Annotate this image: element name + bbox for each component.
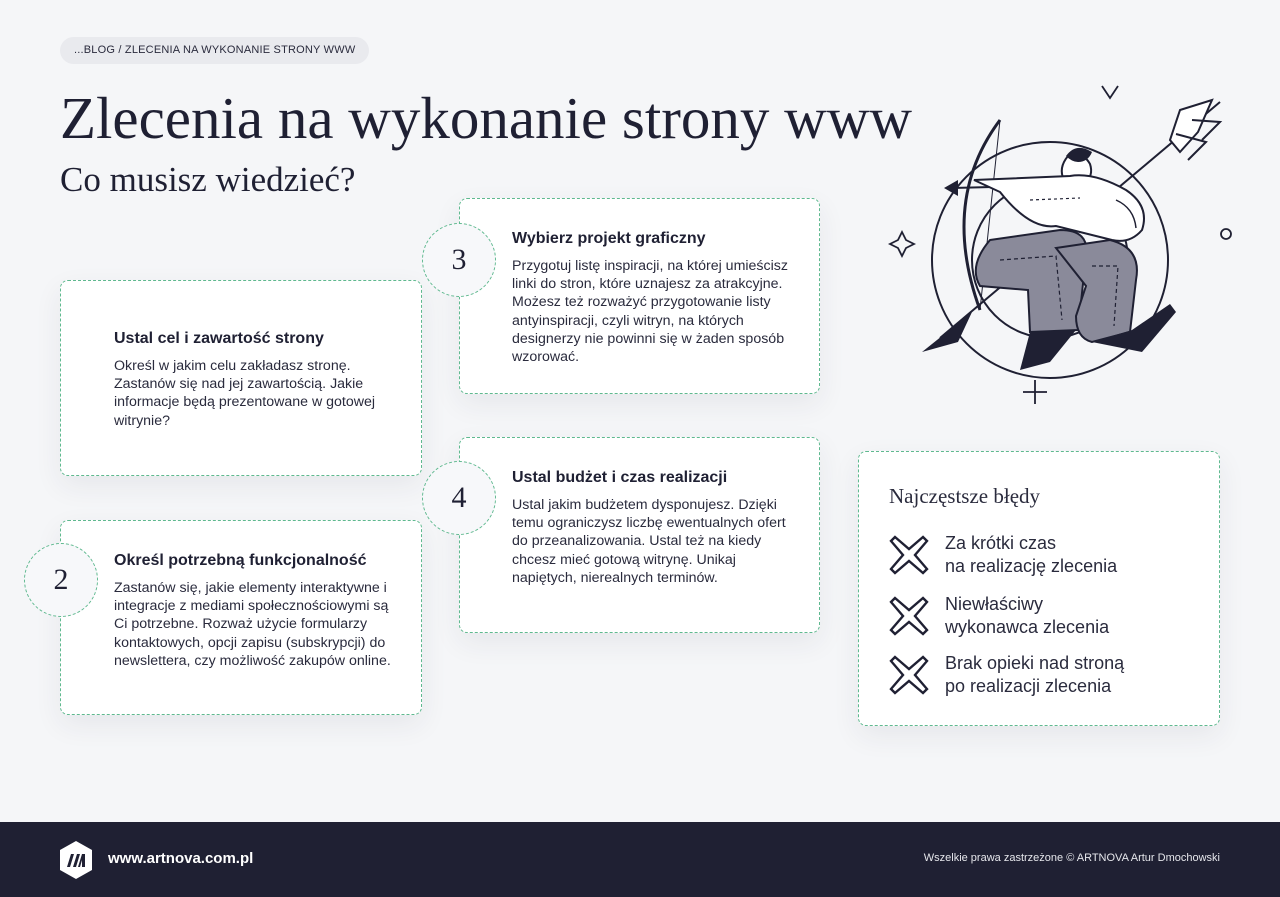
step-card-2 (60, 520, 422, 715)
mistake-text: Brak opieki nad stroną po realizacji zlecenia (945, 653, 1125, 696)
mistake-item (889, 532, 1117, 578)
footer-copyright: Wszelkie prawa zastrzeżone © ARTNOVA Artur Dmochowski (923, 852, 1220, 864)
card-title: Wybierz projekt graficzny (512, 230, 706, 247)
card-title: Ustal budżet i czas realizacji (512, 469, 728, 486)
card-body: Określ w jakim celu zakładasz stronę. Zastanów się nad jej zawartością. Jakie informacje będą prezentowane w gotowej witrynie? (114, 358, 376, 429)
artnova-logo[interactable] (58, 840, 94, 880)
x-mark-icon (889, 535, 929, 575)
mistakes-title: Najczęstsze błędy (889, 484, 1041, 508)
footer (0, 822, 1280, 897)
step-number-2: 2 (24, 543, 98, 617)
common-mistakes-box (858, 451, 1220, 726)
archer-illustration (880, 80, 1260, 420)
page-subtitle: Co musisz wiedzieć? (60, 160, 356, 199)
step-number-4: 4 (422, 461, 496, 535)
breadcrumb[interactable]: ...BLOG / ZLECENIA NA WYKONANIE STRONY WWW (60, 37, 369, 64)
mistake-item (889, 652, 1124, 698)
footer-website-link[interactable]: www.artnova.com.pl (108, 850, 254, 867)
step-card-4 (459, 437, 820, 633)
step-card-1 (60, 280, 422, 476)
x-mark-icon (889, 596, 929, 636)
card-body: Zastanów się, jakie elementy interaktywne i integracje z mediami społecznościowymi są Ci potrzebne. Rozważ użycie formularzy kontaktowych, opcji zapisu (subskrypcji) do newslettera, czy możliwość zakupów online. (114, 580, 391, 669)
page-title: Zlecenia na wykonanie strony www (60, 85, 912, 151)
x-mark-icon (889, 655, 929, 695)
card-title: Określ potrzebną funkcjonalność (114, 552, 367, 569)
card-body: Ustal jakim budżetem dysponujesz. Dzięki temu ograniczysz liczbę ewentualnych ofert do przeanalizowania. Ustal też na kiedy chcesz mieć gotową witrynę. Unikaj napiętych, nierealnych terminów. (512, 497, 786, 586)
card-title: Ustal cel i zawartość strony (114, 330, 324, 347)
mistake-text: Niewłaściwy wykonawca zlecenia (945, 594, 1110, 637)
mistake-item (889, 593, 1109, 639)
step-card-3 (459, 198, 820, 394)
mistake-text: Za krótki czas na realizację zlecenia (945, 533, 1118, 576)
step-number-3: 3 (422, 223, 496, 297)
card-body: Przygotuj listę inspiracji, na której umieścisz linki do stron, które uznajesz za atrakcyjne. Możesz też rozważyć przygotowanie listy antyinspiracji, czyli witryn, na których designerzy nie powinni się w żaden sposób wzorować. (512, 258, 788, 366)
